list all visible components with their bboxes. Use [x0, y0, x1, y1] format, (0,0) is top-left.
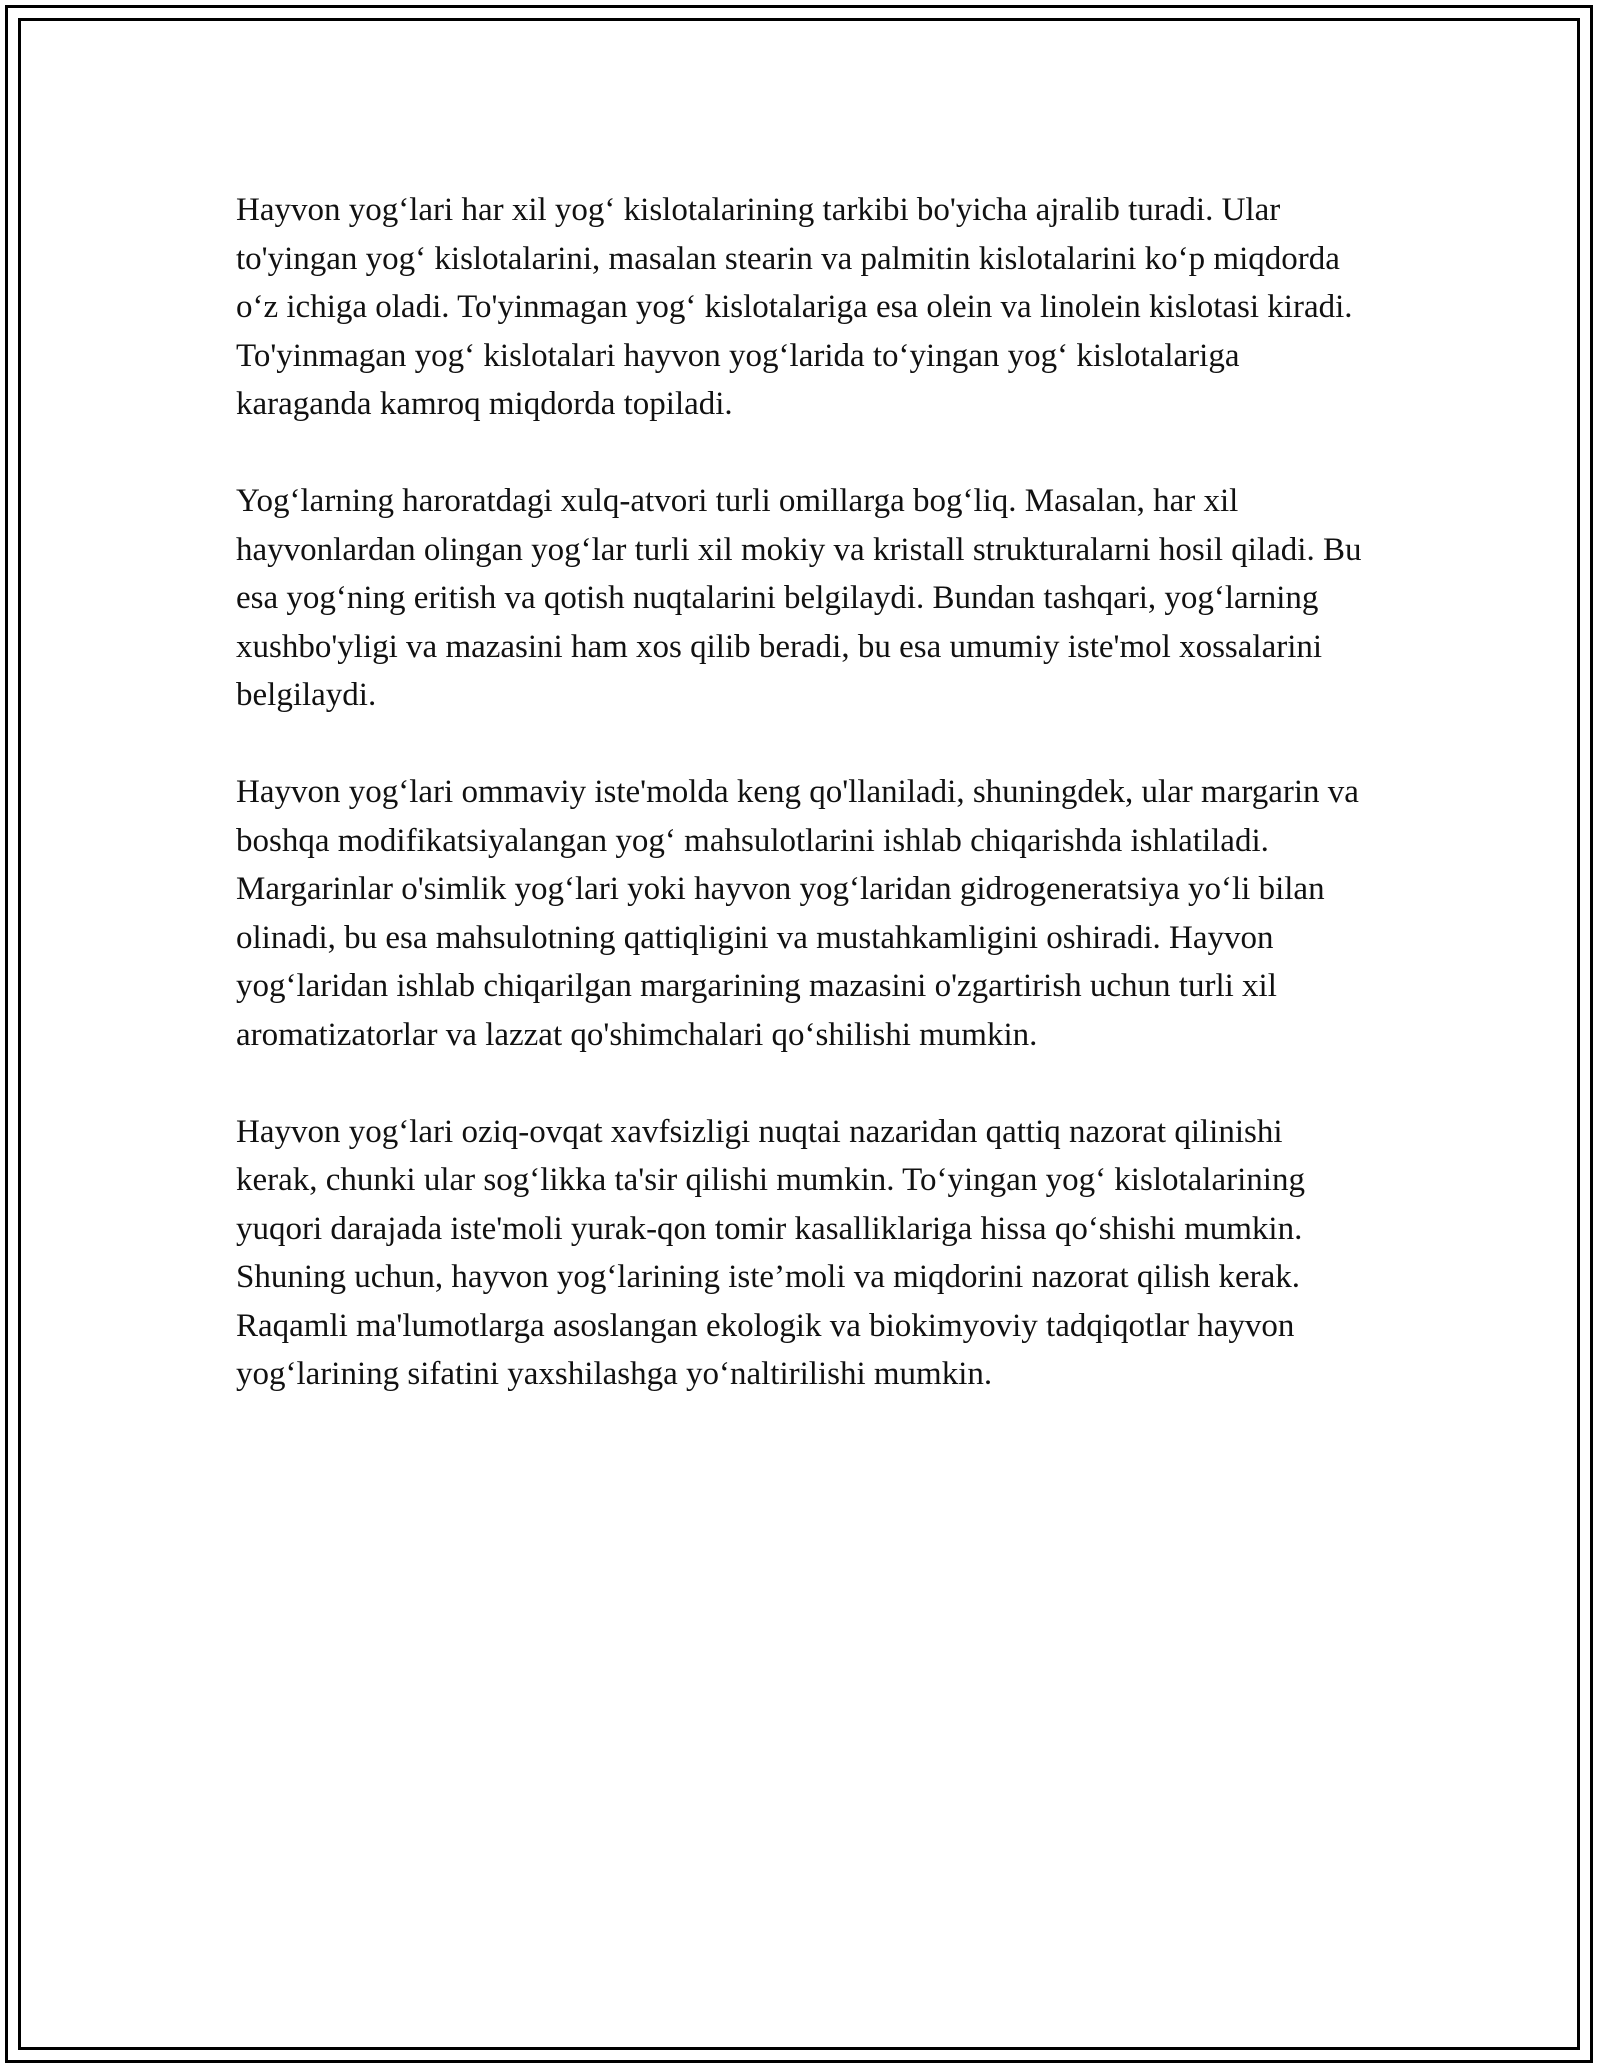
paragraph-4: Hayvon yog‘lari oziq-ovqat xavfsizligi nuqtai nazaridan qattiq nazorat qilinishi kerak, chunki ular sog‘likka ta'sir qilishi mumkin. To‘yingan yog‘ kislotalarining yuqori darajada iste'moli yurak-qon tomir kasalliklariga hissa qo‘shishi mumkin. Shuning uchun, hayvon yog‘larining iste’moli va miqdorini nazorat qilish kerak. Raqamli ma'lumotlarga asoslangan ekologik va biokimyoviy tadqiqotlar hayvon yog‘larining sifatini yaxshilashga yo‘naltirilishi mumkin. [236, 1113, 1305, 1392]
paragraph-2: Yog‘larning haroratdagi xulq-atvori turli omillarga bog‘liq. Masalan, har xil hayvonlardan olingan yog‘lar turli xil mokiy va kristall strukturalarni hosil qiladi. Bu esa yog‘ning eritish va qotish nuqtalarini belgilaydi. Bundan tashqari, yog‘larning xushbo'yligi va mazasini ham xos qilib beradi, bu esa umumiy iste'mol xossalarini belgilaydi. [236, 483, 1362, 713]
paragraph-1: Hayvon yog‘lari har xil yog‘ kislotalarining tarkibi bo'yicha ajralib turadi. Ular to'yingan yog‘ kislotalarini, masalan stearin va palmitin kislotalarini ko‘p miqdorda o‘z ichiga oladi. To'yinmagan yog‘ kislotalariga esa olein va linolein kislotasi kiradi. To'yinmagan yog‘ kislotalari hayvon yog‘larida to‘yingan yog‘ kislotalariga karaganda kamroq miqdorda topiladi. [236, 192, 1353, 422]
paragraph-3: Hayvon yog‘lari ommaviy iste'molda keng qo'llaniladi, shuningdek, ular margarin va boshqa modifikatsiyalangan yog‘ mahsulotlarini ishlab chiqarishda ishlatiladi. Margarinlar o'simlik yog‘lari yoki hayvon yog‘laridan gidrogeneratsiya yo‘li bilan olinadi, bu esa mahsulotning qattiqligini va mustahkamligini oshiradi. Hayvon yog‘laridan ishlab chiqarilgan margarining mazasini o'zgartirish uchun turli xil aromatizatorlar va lazzat qo'shimchalari qo‘shilishi mumkin. [236, 774, 1359, 1053]
document-body [236, 186, 1366, 1447]
